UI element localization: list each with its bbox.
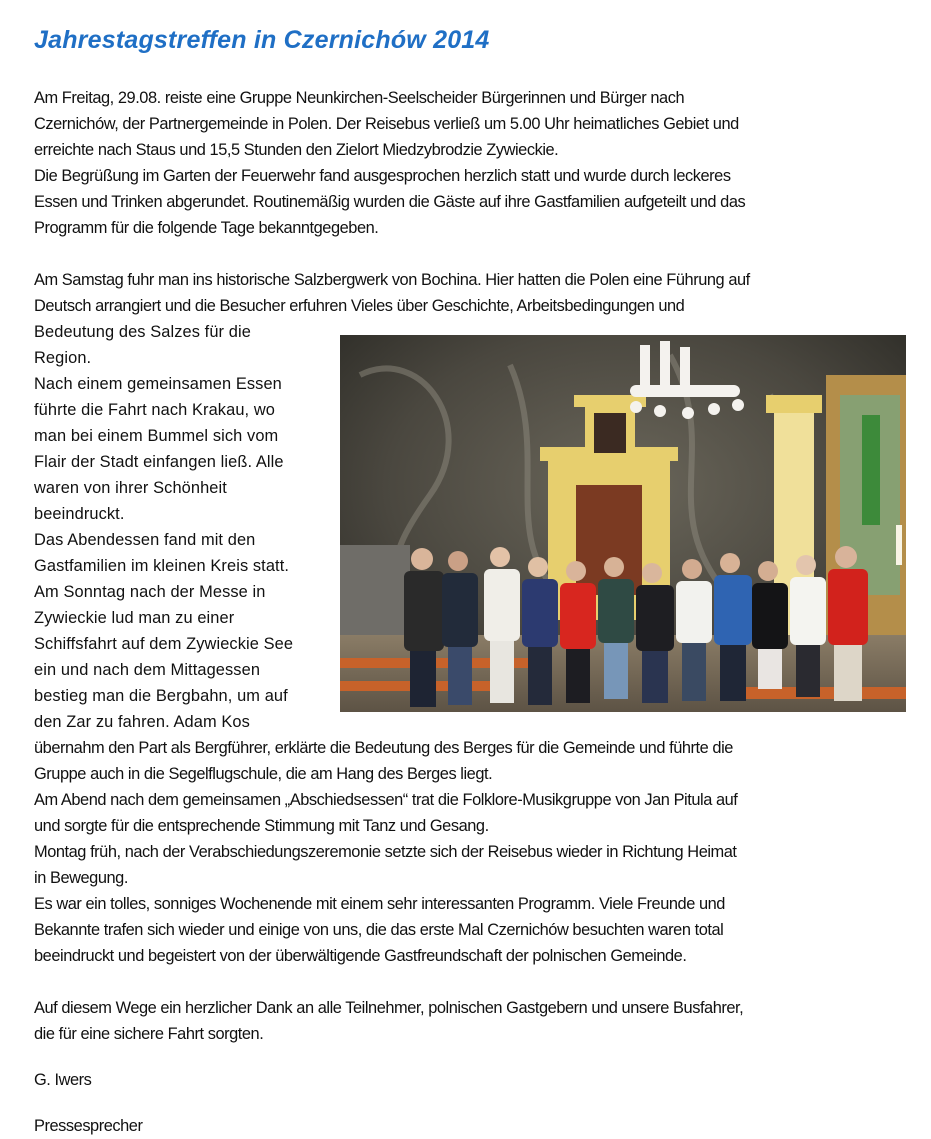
text-line: beeindruckt. (34, 505, 125, 523)
article-title: Jahrestagstreffen in Czernichów 2014 (34, 26, 490, 54)
text-line: Bekannte trafen sich wieder und einige von uns, die das erste Mal Czernichów besuchten waren total (34, 921, 724, 939)
article-body (34, 85, 914, 1139)
text-line: Nach einem gemeinsamen Essen (34, 375, 282, 393)
text-line: in Bewegung. (34, 869, 128, 887)
paragraph-thanks (34, 995, 914, 1047)
paragraph-arrival (34, 85, 914, 241)
text-line: übernahm den Part als Bergführer, erklärte die Bedeutung des Berges für die Gemeinde und führte die (34, 739, 733, 757)
text-line: beeindruckt und begeistert von der überwältigende Gastfreundschaft der polnischen Gemeinde. (34, 947, 687, 965)
text-line: Montag früh, nach der Verabschiedungszeremonie setzte sich der Reisebus wieder in Richtung Heimat (34, 843, 737, 861)
signature-role: Pressesprecher (34, 1117, 143, 1135)
text-line: Die Begrüßung im Garten der Feuerwehr fand ausgesprochen herzlich statt und wurde durch leckeres (34, 167, 731, 185)
text-line: Essen und Trinken abgerundet. Routinemäßig wurden die Gäste auf ihre Gastfamilien aufgeteilt und das (34, 193, 746, 211)
spacer (34, 1047, 914, 1067)
spacer (34, 1093, 914, 1113)
spacer (34, 969, 914, 995)
text-line: Es war ein tolles, sonniges Wochenende mit einem sehr interessanten Programm. Viele Freunde und (34, 895, 725, 913)
text-line: erreichte nach Staus und 15,5 Stunden den Zielort Miedzybrodzie Zywieckie. (34, 141, 559, 159)
signature-name: G. Iwers (34, 1071, 92, 1089)
text-line: Czernichów, der Partnergemeinde in Polen. Der Reisebus verließ um 5.00 Uhr heimatliches Gebiet und (34, 115, 739, 133)
text-line: Bedeutung des Salzes für die (34, 323, 251, 341)
text-line: Am Freitag, 29.08. reiste eine Gruppe Neunkirchen-Seelscheider Bürgerinnen und Bürger nach (34, 89, 685, 107)
group-photo (340, 335, 906, 712)
person (828, 546, 868, 701)
text-line: Gastfamilien im kleinen Kreis statt. (34, 557, 290, 575)
text-line: den Zar zu fahren. Adam Kos (34, 713, 250, 731)
text-line: Am Samstag fuhr man ins historische Salzbergwerk von Bochina. Hier hatten die Polen eine Führung auf (34, 271, 750, 289)
text-line: ein und nach dem Mittagessen (34, 661, 261, 679)
group-photo-illustration (340, 335, 906, 712)
text-line: führte die Fahrt nach Krakau, wo (34, 401, 275, 419)
text-line: Programm für die folgende Tage bekanntgegeben. (34, 219, 379, 237)
text-line: Region. (34, 349, 92, 367)
text-line: Das Abendessen fand mit den (34, 531, 256, 549)
text-line: bestieg man die Bergbahn, um auf (34, 687, 288, 705)
text-line: Deutsch arrangiert und die Besucher erfuhren Vieles über Geschichte, Arbeitsbedingungen und (34, 297, 685, 315)
text-line: Gruppe auch in die Segelflugschule, die am Hang des Berges liegt. (34, 765, 493, 783)
text-line: Schiffsfahrt auf dem Zywieckie See (34, 635, 294, 653)
text-line: und sorgte für die entsprechende Stimmung mit Tanz und Gesang. (34, 817, 489, 835)
text-line: waren von ihrer Schönheit (34, 479, 227, 497)
text-line: Zywieckie lud man zu einer (34, 609, 235, 627)
text-line: Am Abend nach dem gemeinsamen „Abschiedsessen“ trat die Folklore-Musikgruppe von Jan Pitula auf (34, 791, 738, 809)
text-line: Am Sonntag nach der Messe in (34, 583, 266, 601)
paragraph-saturday (34, 267, 914, 969)
text-line: Auf diesem Wege ein herzlicher Dank an alle Teilnehmer, polnischen Gastgebern und unsere Busfahrer, (34, 999, 744, 1017)
spacer (34, 241, 914, 267)
text-line: die für eine sichere Fahrt sorgten. (34, 1025, 264, 1043)
text-line: man bei einem Bummel sich vom (34, 427, 279, 445)
text-line: Flair der Stadt einfangen ließ. Alle (34, 453, 284, 471)
